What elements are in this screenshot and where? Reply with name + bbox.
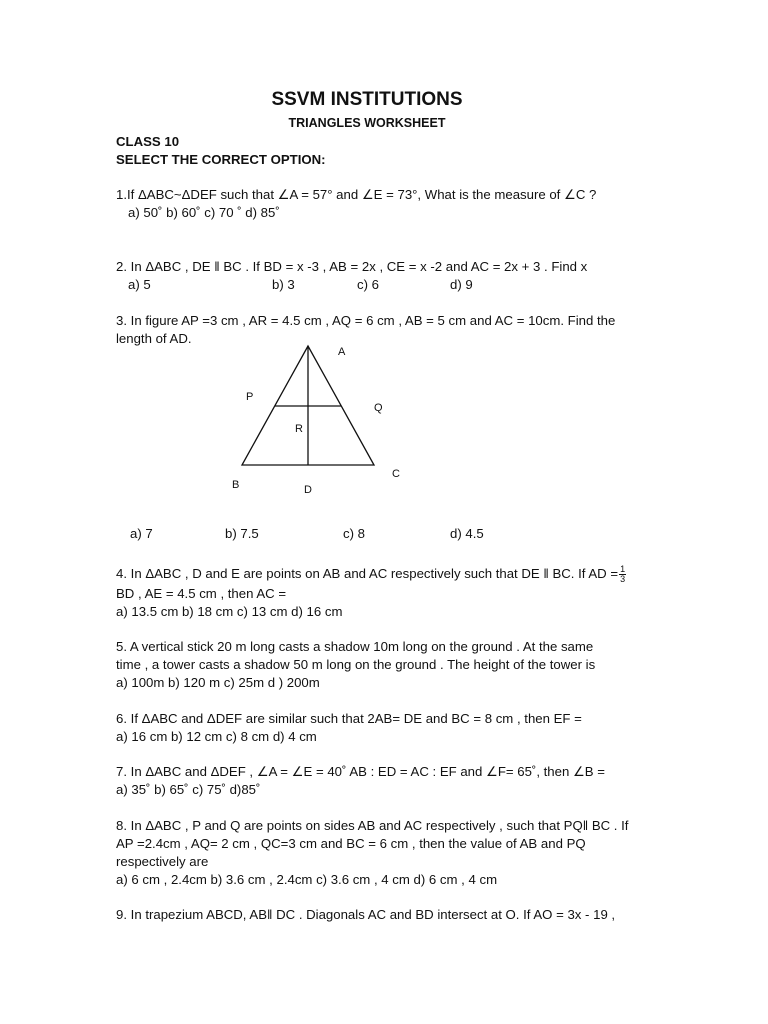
figure-label-r: R [295,423,303,435]
question-6-text: 6. If ΔABC and ΔDEF are similar such that 2AB= DE and BC = 8 cm , then EF = [116,711,582,726]
figure-label-d: D [304,484,312,496]
class-label: CLASS 10 [116,134,180,149]
figure-label-a: A [338,346,346,358]
figure-label-q: Q [374,402,383,414]
question-3-option-b: b) 7.5 [225,526,259,541]
question-5-options: a) 100m b) 120 m c) 25m d ) 200m [116,675,320,690]
figure-label-p: P [246,391,254,403]
question-2-option-b: b) 3 [272,277,295,292]
question-3-option-d: d) 4.5 [450,526,484,541]
question-4-text-line-2: BD , AE = 4.5 cm , then AC = [116,586,287,601]
question-8-options: a) 6 cm , 2.4cm b) 3.6 cm , 2.4cm c) 3.6 cm , 4 cm d) 6 cm , 4 cm [116,872,498,887]
question-1-options: a) 50˚ b) 60˚ c) 70 ˚ d) 85˚ [128,205,280,220]
question-3-option-a: a) 7 [130,526,153,541]
question-6-options: a) 16 cm b) 12 cm c) 8 cm d) 4 cm [116,729,317,744]
instruction: SELECT THE CORRECT OPTION: [116,152,326,167]
question-8-text-line-3: respectively are [116,854,209,869]
question-3-option-c: c) 8 [343,526,365,541]
page-subtitle: TRIANGLES WORKSHEET [288,116,446,130]
question-5-text-line-1: 5. A vertical stick 20 m long casts a shadow 10m long on the ground . At the same [116,639,594,654]
figure-label-b: B [232,479,240,491]
question-4-text-lead: 4. In ΔABC , D and E are points on AB and AC respectively such that DE ǁ BC. If AD = [116,566,619,581]
question-7-options: a) 35˚ b) 65˚ c) 75˚ d)85˚ [116,782,261,797]
fraction-numerator: 1 [620,564,626,575]
question-8-text-line-2: AP =2.4cm , AQ= 2 cm , QC=3 cm and BC = 6 cm , then the value of AB and PQ [116,836,586,851]
question-3-text-line-1: 3. In figure AP =3 cm , AR = 4.5 cm , AQ = 6 cm , AB = 5 cm and AC = 10cm. Find the [116,313,616,328]
question-2-option-c: c) 6 [357,277,379,292]
question-9-text: 9. In trapezium ABCD, ABǁ DC . Diagonals AC and BD intersect at O. If AO = 3x - 19 , [116,907,616,922]
question-4-options: a) 13.5 cm b) 18 cm c) 13 cm d) 16 cm [116,604,343,619]
page-title: SSVM INSTITUTIONS [271,89,463,110]
question-4-text-line-1 [116,565,626,584]
question-2-option-d: d) 9 [450,277,473,292]
question-7-text: 7. In ΔABC and ΔDEF , ∠A = ∠E = 40˚ AB : ED = AC : EF and ∠F= 65˚, then ∠B = [116,764,605,779]
figure-label-c: C [392,468,400,480]
question-8-text-line-1: 8. In ΔABC , P and Q are points on sides AB and AC respectively , such that PQǁ BC . If [116,818,629,833]
question-2-option-a: a) 5 [128,277,151,292]
fraction-denominator: 3 [620,574,626,585]
question-1-text: 1.If ΔABC~ΔDEF such that ∠A = 57° and ∠E = 73°, What is the measure of ∠C ? [116,187,597,202]
question-3-text-line-2: length of AD. [116,331,192,346]
question-2-text: 2. In ΔABC , DE ǁ BC . If BD = x -3 , AB = 2x , CE = x -2 and AC = 2x + 3 . Find x [116,259,588,274]
fraction-one-third [619,565,626,584]
question-5-text-line-2: time , a tower casts a shadow 50 m long on the ground . The height of the tower is [116,657,596,672]
